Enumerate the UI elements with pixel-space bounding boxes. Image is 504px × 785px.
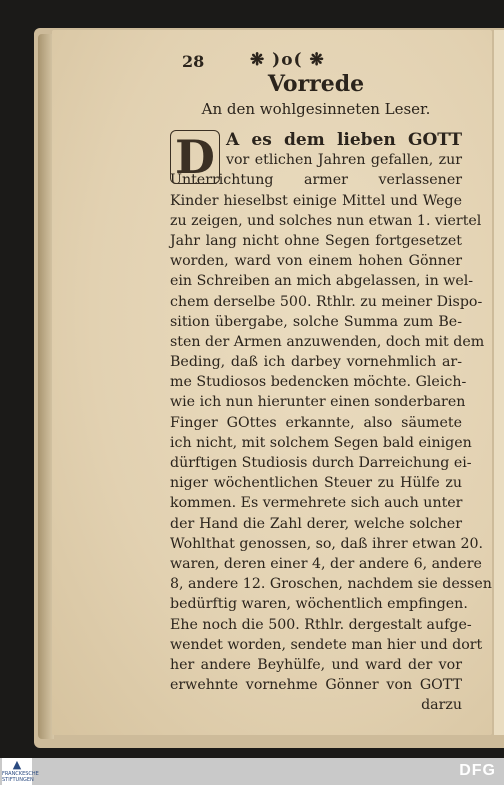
page-content bbox=[170, 50, 492, 715]
text-line: niger wöchentlichen Steuer zu Hülfe zu bbox=[170, 475, 462, 492]
page-number: 28 bbox=[182, 52, 205, 71]
text-line: Finger GOttes erkannte, also säumete bbox=[170, 414, 462, 431]
text-line: bedürftig waren, wöchentlich empfingen. bbox=[170, 596, 468, 613]
text-line: 8, andere 12. Groschen, nachdem sie dessen bbox=[170, 576, 492, 593]
catchword: darzu bbox=[421, 697, 462, 714]
library-logo-mark: ▲ bbox=[12, 758, 22, 771]
text-line: Wohlthat genossen, so, daß ihrer etwan 20. bbox=[170, 535, 484, 552]
text-line: her andere Beyhülfe, und ward der vor bbox=[170, 656, 462, 673]
viewer-footer-bar bbox=[0, 758, 504, 785]
text-line: A es dem lieben GOTT bbox=[226, 130, 462, 150]
header-ornament: ❋ )o( ❋ bbox=[250, 50, 325, 70]
text-line: sten der Armen anzuwenden, doch mit dem bbox=[170, 333, 485, 350]
page-title: Vorrede bbox=[267, 71, 365, 97]
text-line: ich nicht, mit solchem Segen bald einigen bbox=[170, 434, 472, 451]
text-line: waren, deren einer 4, der andere 6, andere bbox=[170, 555, 482, 572]
text-line: wendet worden, sendete man hier und dort bbox=[170, 636, 483, 653]
dfg-logo: DFG bbox=[459, 762, 496, 779]
page-header bbox=[170, 50, 462, 72]
text-line: wie ich nun hierunter einen sonderbaren bbox=[170, 394, 466, 411]
text-line: Ehe noch die 500. Rthlr. dergestalt aufge- bbox=[170, 616, 472, 633]
text-line: kommen. Es vermehrete sich auch unter bbox=[170, 495, 463, 512]
text-line: Beding, daß ich darbey vornehmlich ar- bbox=[170, 354, 462, 371]
text-line: der Hand die Zahl derer, welche solcher bbox=[170, 515, 462, 532]
text-line: zu zeigen, und solches nun etwan 1. viertel bbox=[170, 212, 482, 229]
text-line: vor etlichen Jahren gefallen, zur bbox=[226, 152, 462, 169]
library-logo-text: FRANCKESCHE STIFTUNGEN bbox=[2, 771, 39, 783]
text-line: worden, ward von einem hohen Gönner bbox=[170, 253, 462, 270]
text-line: Jahr lang nicht ohne Segen fortgesetzet bbox=[170, 232, 462, 249]
text-line: dürftigen Studiosis durch Darreichung ei- bbox=[170, 455, 472, 471]
text-line: Kinder hieselbst einige Mittel und Wege bbox=[170, 192, 462, 209]
library-logo bbox=[2, 758, 39, 785]
page-subtitle: An den wohlgesinneten Leser. bbox=[201, 100, 431, 118]
text-line: erwehnte vornehme Gönner von GOTT bbox=[170, 677, 462, 694]
text-line: Unterrichtung armer verlassener bbox=[170, 172, 462, 189]
facing-page-edge bbox=[494, 30, 504, 735]
decorated-initial: D bbox=[170, 130, 220, 184]
text-line: chem derselbe 500. Rthlr. zu meiner Dispo- bbox=[170, 293, 483, 310]
text-line: sition übergabe, solche Summa zum Be- bbox=[170, 313, 462, 330]
text-line: ein Schreiben an mich abgelassen, in wel- bbox=[170, 273, 474, 290]
text-line: me Studiosos bedencken möchte. Gleich- bbox=[170, 374, 467, 391]
body-text bbox=[170, 130, 492, 715]
